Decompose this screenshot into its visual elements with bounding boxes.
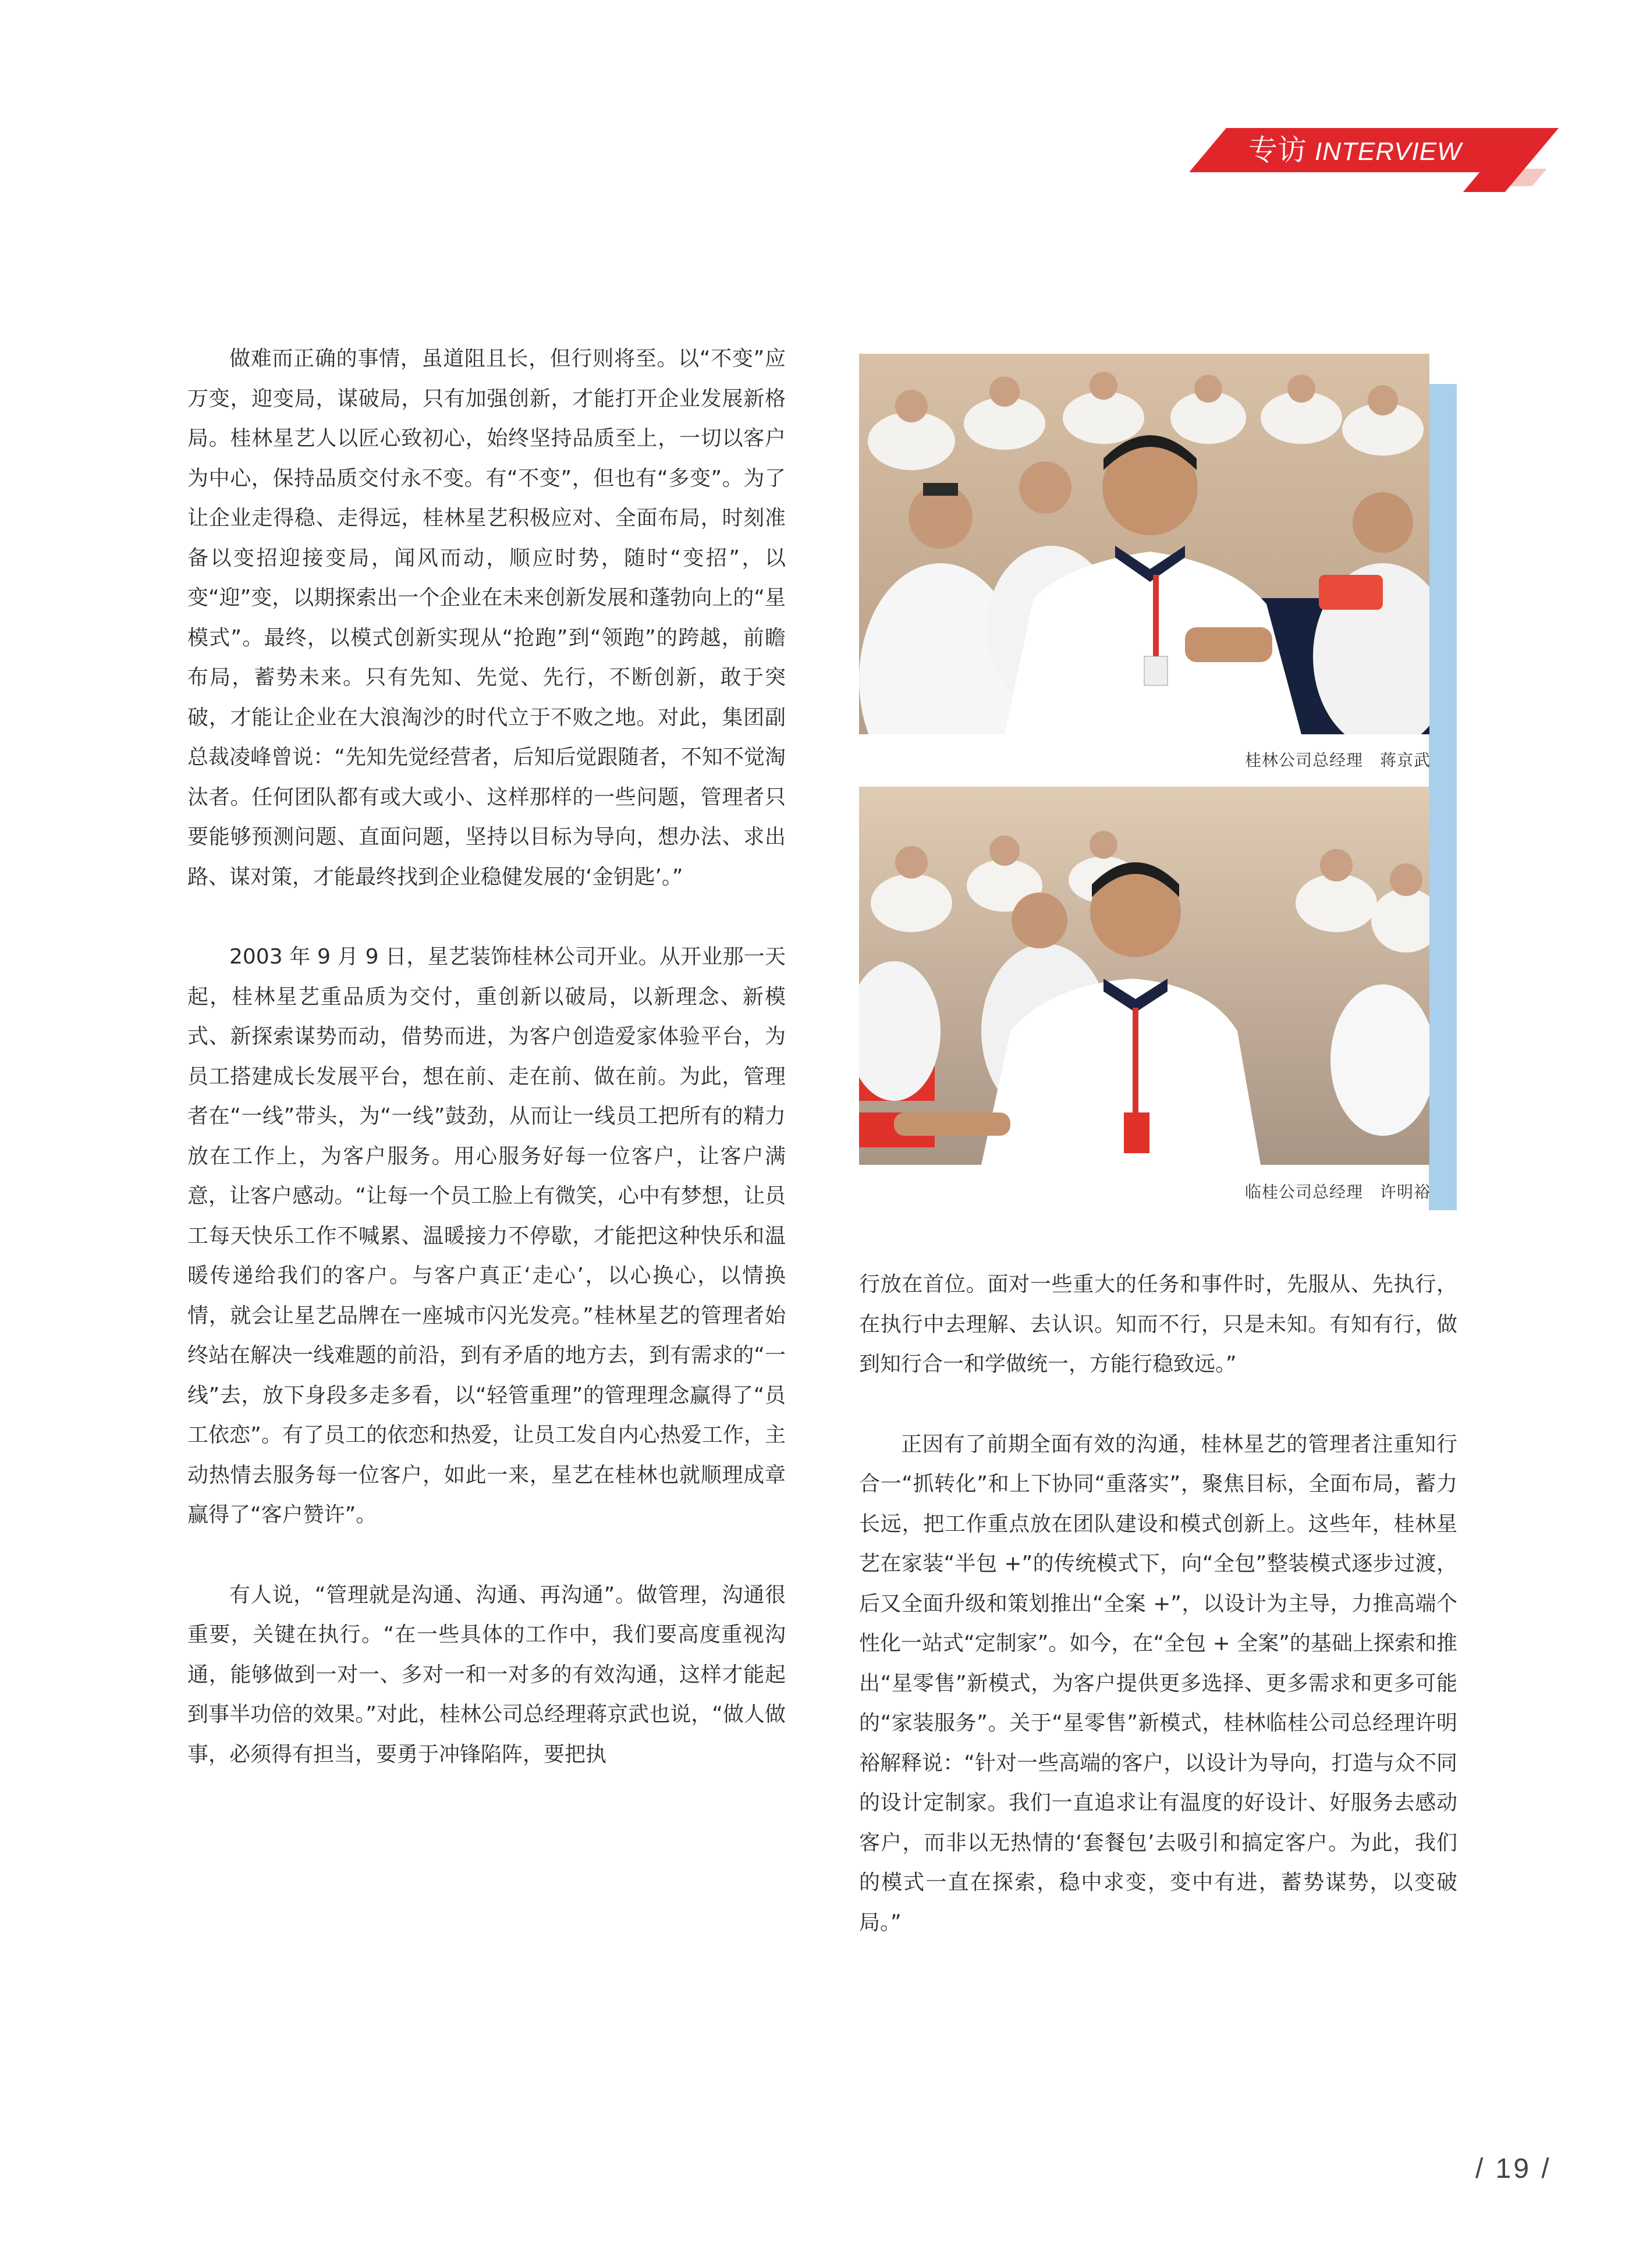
left-text-column	[187, 339, 786, 1775]
section-label	[1248, 131, 1462, 169]
photo-caption: 桂林公司总经理 蒋京武	[1244, 751, 1431, 770]
photo-xu-mingyu	[859, 787, 1429, 1165]
paragraph: 做难而正确的事情，虽道阻且长，但行则将至。以“不变”应万变，迎变局，谋破局，只有加强创新，才能打开企业发展新格局。桂林星艺人以匠心致初心，始终坚持品质至上，一切以客户为中心，保持品质交付永不变。有“不变”，但也有“多变”。为了让企业走得稳、走得远，桂林星艺积极应对、全面布局，时刻准备以变招迎接变局，闻风而动，顺应时势，随时“变招”，以变“迎”变，以期探索出一个企业在未来创新发展和蓬勃向上的“星模式”。最终，以模式创新实现从“抢跑”到“领跑”的跨越，前瞻布局，蓄势未来。只有先知、先觉、先行，不断创新，敢于突破，才能让企业在大浪淘沙的时代立于不败之地。对此，集团副总裁凌峰曾说：“先知先觉经营者，后知后觉跟随者，不知不觉淘汰者。任何团队都有或大或小、这样那样的一些问题，管理者只要能够预测问题、直面问题，坚持以目标为导向，想办法、求出路、谋对策，才能最终找到企业稳健发展的‘金钥匙’。”	[187, 347, 786, 889]
paragraph: 行放在首位。面对一些重大的任务和事件时，先服从、先执行，在执行中去理解、去认识。知而不行，只是未知。有知有行，做到知行合一和学做统一，方能行稳致远。”	[859, 1272, 1457, 1376]
photo-accent-bar	[1429, 384, 1457, 1210]
paragraph: 正因有了前期全面有效的沟通，桂林星艺的管理者注重知行合一“抓转化”和上下协同“重落实”，聚焦目标，全面布局，蓄力长远，把工作重点放在团队建设和模式创新上。这些年，桂林星艺在家装“半包 +”的传统模式下，向“全包”整装模式逐步过渡，后又全面升级和策划推出“全案 +”，以设计为主导，力推高端个性化一站式“定制家”。如今，在“全包 + 全案”的基础上探索和推出“星零售”新模式，为客户提供更多选择、更多需求和更多可能的“家装服务”。关于“星零售”新模式，桂林临桂公司总经理许明裕解释说：“针对一些高端的客户，以设计为导向，打造与众不同的设计定制家。我们一直追求让有温度的好设计、好服务去感动客户，而非以无热情的‘套餐包’去吸引和搞定客户。为此，我们的模式一直在探索，稳中求变，变中有进，蓄势谋势，以变破局。”	[859, 1432, 1457, 1935]
photo-caption: 临桂公司总经理 许明裕	[1244, 1182, 1431, 1201]
section-label-cn: 专访	[1248, 133, 1307, 167]
paragraph-gap	[187, 1535, 786, 1576]
paragraph-gap	[859, 1385, 1457, 1425]
section-label-en: INTERVIEW	[1315, 137, 1462, 166]
photo-jiang-jingwu	[859, 354, 1429, 734]
paragraph: 2003 年 9 月 9 日，星艺装饰桂林公司开业。从开业那一天起，桂林星艺重品质为交付，重创新以破局，以新理念、新模式、新探索谋势而动，借势而进，为客户创造爱家体验平台，为员工搭建成长发展平台，想在前、走在前、做在前。为此，管理者在“一线”带头，为“一线”鼓劲，从而让一线员工把所有的精力放在工作上，为客户服务。用心服务好每一位客户，让客户满意，让客户感动。“让每一个员工脸上有微笑，心中有梦想，让员工每天快乐工作不喊累、温暖接力不停歇，才能把这种快乐和温暖传递给我们的客户。与客户真正‘走心’，以心换心，以情换情，就会让星艺品牌在一座城市闪光发亮。”桂林星艺的管理者始终站在解决一线难题的前沿，到有矛盾的地方去，到有需求的“一线”去，放下身段多走多看，以“轻管重理”的管理理念赢得了“员工依恋”。有了员工的依恋和热爱，让员工发自内心热爱工作，主动热情去服务每一位客户，如此一来，星艺在桂林也就顺理成章赢得了“客户赞许”。	[187, 945, 786, 1527]
paragraph-gap	[187, 897, 786, 937]
right-text-column	[859, 1265, 1457, 1943]
section-header-tag	[1196, 128, 1563, 192]
paragraph: 有人说，“管理就是沟通、沟通、再沟通”。做管理，沟通很重要，关键在执行。“在一些具体的工作中，我们要高度重视沟通，能够做到一对一、多对一和一对多的有效沟通，这样才能起到事半功倍的效果。”对此，桂林公司总经理蒋京武也说，“做人做事，必须得有担当，要勇于冲锋陷阵，要把执	[187, 1583, 786, 1766]
page-number: / 19 /	[1475, 2153, 1552, 2184]
